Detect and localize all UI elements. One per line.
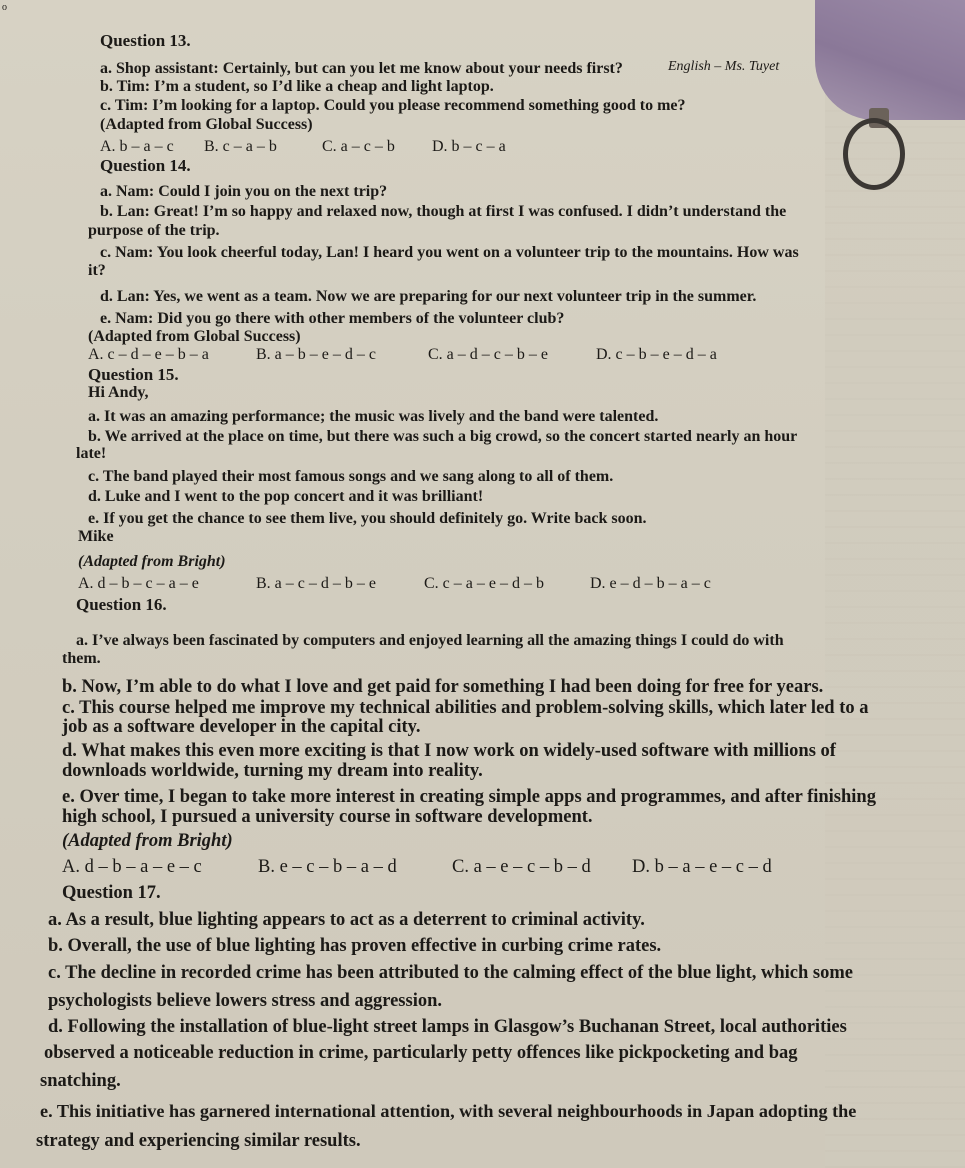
teacher-label: English – Ms. Tuyet — [668, 59, 780, 74]
q13-title: Question 13. — [100, 31, 191, 50]
q17-item-a: a. As a result, blue lighting appears to act as a deterrent to criminal activity. — [48, 910, 645, 930]
q17-item-e-line2: strategy and experiencing similar results. — [36, 1131, 361, 1151]
q13-option-a[interactable]: A. b – a – c — [100, 138, 174, 155]
q13-option-d[interactable]: D. b – c – a — [432, 138, 506, 155]
q14-option-d[interactable]: D. c – b – e – d – a — [596, 346, 717, 363]
q16-item-a-line2: them. — [62, 650, 101, 667]
q17-title: Question 17. — [62, 883, 161, 903]
q15-item-b-line2: late! — [76, 445, 107, 462]
q16-option-d[interactable]: D. b – a – e – c – d — [632, 857, 772, 877]
q15-option-c[interactable]: C. c – a – e – d – b — [424, 575, 544, 592]
q16-item-c-line1: c. This course helped me improve my technical abilities and problem-solving skills, which later led to a — [62, 698, 869, 718]
q14-title: Question 14. — [100, 156, 191, 175]
q15-item-b-line1: b. We arrived at the place on time, but there was such a big crowd, so the concert started nearly an hour — [88, 428, 798, 445]
q16-item-b: b. Now, I’m able to do what I love and get paid for something I had been doing for free for years. — [62, 677, 824, 697]
q16-option-b[interactable]: B. e – c – b – a – d — [258, 857, 397, 877]
q16-item-a-line1: a. I’ve always been fascinated by computers and enjoyed learning all the amazing things I could do with — [76, 632, 784, 649]
q15-signoff: Mike — [78, 528, 114, 545]
q15-item-c: c. The band played their most famous songs and we sang along to all of them. — [88, 468, 614, 485]
q17-item-d-line2: observed a noticeable reduction in crime, particularly petty offences like pickpocketing and bag — [44, 1043, 798, 1063]
q13-source: (Adapted from Global Success) — [100, 116, 313, 133]
q14-source: (Adapted from Global Success) — [88, 328, 301, 345]
q15-option-b[interactable]: B. a – c – d – b – e — [256, 575, 376, 592]
q16-item-d-line2: downloads worldwide, turning my dream into reality. — [62, 761, 483, 781]
q14-options — [88, 346, 717, 364]
q15-source: (Adapted from Bright) — [78, 553, 226, 570]
q15-item-e: e. If you get the chance to see them live, you should definitely go. Write back soon. — [88, 510, 647, 527]
q17-item-b: b. Overall, the use of blue lighting has proven effective in curbing crime rates. — [48, 936, 662, 956]
q13-option-b[interactable]: B. c – a – b — [204, 138, 277, 155]
q13-item-c: c. Tim: I’m looking for a laptop. Could you please recommend something good to me? — [100, 97, 686, 114]
q13-item-b: b. Tim: I’m a student, so I’d like a cheap and light laptop. — [100, 78, 494, 95]
zipper-ring — [843, 118, 905, 190]
q16-title: Question 16. — [76, 595, 167, 614]
q14-item-c-line1: c. Nam: You look cheerful today, Lan! I heard you went on a volunteer trip to the mountains. How was — [100, 244, 799, 261]
q16-item-e-line2: high school, I pursued a university course in software development. — [62, 807, 593, 827]
pencil-case-photo — [815, 0, 965, 120]
q16-option-c[interactable]: C. a – e – c – b – d — [452, 857, 591, 877]
q17-item-d-line1: d. Following the installation of blue-light street lamps in Glasgow’s Buchanan Street, local authorities — [48, 1017, 847, 1037]
q14-item-b-line2: purpose of the trip. — [88, 222, 220, 239]
q14-item-b-line1: b. Lan: Great! I’m so happy and relaxed now, though at first I was confused. I didn’t understand the — [100, 203, 787, 220]
corner-mark: o — [2, 2, 7, 13]
q16-item-e-line1: e. Over time, I began to take more interest in creating simple apps and programmes, and after finishing — [62, 787, 876, 807]
q16-options — [62, 856, 772, 878]
q14-item-d: d. Lan: Yes, we went as a team. Now we are preparing for our next volunteer trip in the summer. — [100, 288, 757, 305]
q16-source: (Adapted from Bright) — [62, 831, 233, 851]
q16-option-a[interactable]: A. d – b – a – e – c — [62, 857, 202, 877]
q14-item-a: a. Nam: Could I join you on the next trip? — [100, 183, 388, 200]
q13-item-a: a. Shop assistant: Certainly, but can you let me know about your needs first? — [100, 60, 623, 77]
q14-option-a[interactable]: A. c – d – e – b – a — [88, 346, 209, 363]
q15-option-d[interactable]: D. e – d – b – a – c — [590, 575, 711, 592]
q15-item-a: a. It was an amazing performance; the music was lively and the band were talented. — [88, 408, 659, 425]
q13-options — [100, 138, 506, 156]
q15-option-a[interactable]: A. d – b – c – a – e — [78, 575, 199, 592]
q14-item-e: e. Nam: Did you go there with other members of the volunteer club? — [100, 310, 565, 327]
q14-option-c[interactable]: C. a – d – c – b – e — [428, 346, 548, 363]
q14-item-c-line2: it? — [88, 262, 106, 279]
q17-item-c-line1: c. The decline in recorded crime has been attributed to the calming effect of the blue light, which some — [48, 963, 853, 983]
q15-title: Question 15. — [88, 365, 179, 384]
q14-option-b[interactable]: B. a – b – e – d – c — [256, 346, 376, 363]
q17-item-d-line3: snatching. — [40, 1071, 121, 1091]
q16-item-d-line1: d. What makes this even more exciting is that I now work on widely-used software with millions of — [62, 741, 836, 761]
q15-greeting: Hi Andy, — [88, 384, 149, 401]
q17-item-c-line2: psychologists believe lowers stress and aggression. — [48, 991, 442, 1011]
q15-options — [78, 575, 711, 593]
q17-item-e-line1: e. This initiative has garnered international attention, with several neighbourhoods in Japan adopting the — [40, 1101, 857, 1121]
q13-option-c[interactable]: C. a – c – b — [322, 138, 395, 155]
q15-item-d: d. Luke and I went to the pop concert and it was brilliant! — [88, 488, 484, 505]
q16-item-c-line2: job as a software developer in the capital city. — [62, 717, 421, 737]
